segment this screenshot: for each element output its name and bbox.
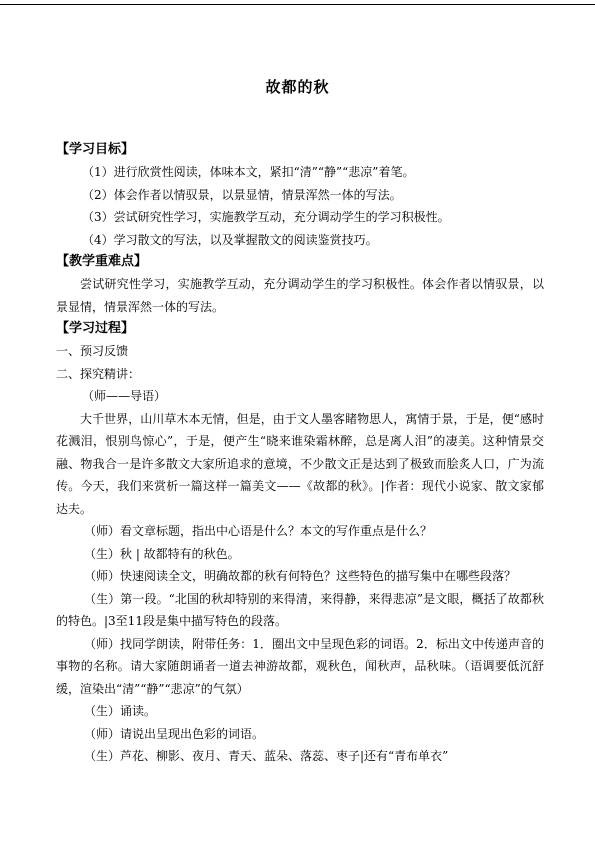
dialogue-line: （师）找同学朗读，附带任务：1．圈出文中呈现色彩的词语。2．标出文中传递声音的事物的名称。请大家随朗诵者一道去神游故都，观秋色，闻秋声，品秋味。（语调要低沉舒缓，渲染出“清”“静”“悲凉”的气氛） [56,636,544,696]
goal-item: （3）尝试研究性学习，实施教学互动，充分调动学生的学习积极性。 [82,210,450,224]
dialogue-line: （生）秋 | 故都特有的秋色。 [84,546,240,561]
goals-heading: 【学习目标】 [56,142,135,157]
document-title: 故都的秋 [265,78,330,96]
process-step: 一、预习反馈 [56,344,129,358]
process-step: 二、探究精讲： [56,366,141,381]
intro-paragraph: 大千世界，山川草木本无情，但是，由于文人墨客睹物思人，寓情于景，于是，便“感时花溅泪，恨别鸟惊心”，于是，便产生“晓来谁染霜林醉，总是离人泪”的凄美。这种情景交融、物我合一是许多散文大家所追求的意境，不少散文正是达到了极致而脍炙人口，广为流传。今天，我们来赏析一篇这样一篇美文——《故都的秋》。|作者：现代小说家、散文家郁达夫。 [56,411,544,516]
dialogue-line: （生）诵读。 [84,704,157,718]
dialogue-line: （生）芦花、柳影、夜月、青天、蓝朵、落蕊、枣子|还有“青布单衣” [84,749,449,763]
goal-item: （1）进行欣赏性阅读，体味本文，紧扣“清”“静”“悲凉”着笔。 [82,165,415,179]
dialogue-line: （生）第一段。“北国的秋却特别的来得清，来得静，来得悲凉”是文眼，概括了故都秋的特色。|3至11段是集中描写特色的段落。 [56,591,544,628]
document-body [56,139,544,768]
dialogue-line: （师）请说出呈现出色彩的词语。 [84,726,265,741]
intro-label: （师——导语） [82,389,167,403]
dialogue-line: （师）快速阅读全文，明确故都的秋有何特色？这些特色的描写集中在哪些段落？ [84,569,517,583]
top-rule [0,4,595,5]
goal-item: （4）学习散文的写法，以及掌握散文的阅读鉴赏技巧。 [82,232,378,247]
goal-item: （2）体会作者以情驭景，以景显情，情景浑然一体的写法。 [82,187,402,202]
process-heading: 【学习过程】 [56,321,135,336]
dialogue-line: （师）看文章标题，指出中心语是什么？本文的写作重点是什么？ [84,524,433,538]
key-points-heading: 【教学重难点】 [56,254,148,269]
key-points-text: 尝试研究性学习，实施教学互动，充分调动学生的学习积极性。体会作者以情驭景，以景显情，情景浑然一体的写法。 [56,277,544,314]
